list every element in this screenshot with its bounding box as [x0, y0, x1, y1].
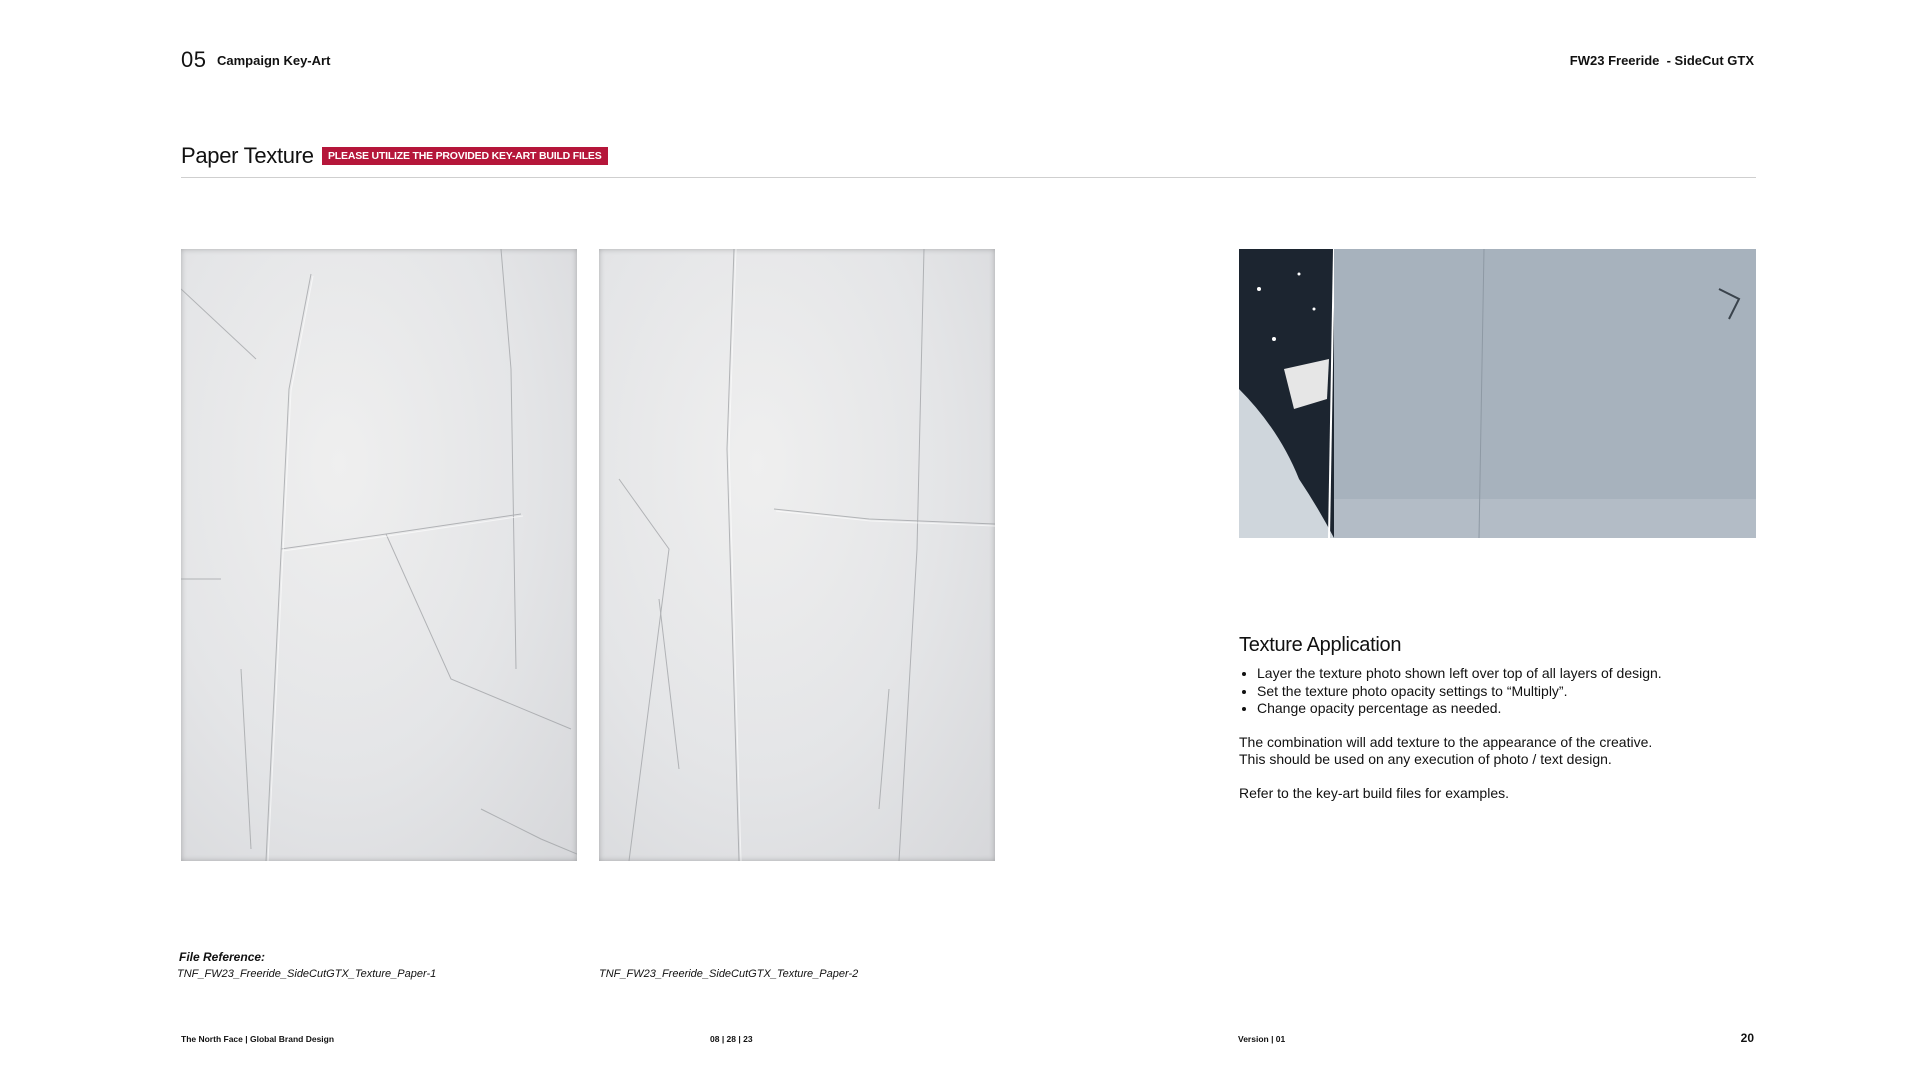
- list-item: • Layer the texture photo shown left over top of all layers of design.: [1257, 665, 1662, 683]
- texture-application-description: [1239, 734, 1759, 768]
- footer-date: 08 | 28 | 23: [710, 1034, 753, 1044]
- texture-application-heading: Texture Application: [1239, 634, 1402, 656]
- file-reference-2: TNF_FW23_Freeride_SideCutGTX_Texture_Paper-2: [599, 968, 859, 980]
- footer-version: Version | 01: [1238, 1034, 1286, 1044]
- section-number: 05: [181, 47, 207, 72]
- document-title: FW23 Freeride - SideCut GTX: [1569, 53, 1754, 68]
- description-line: The combination will add texture to the appearance of the creative.: [1239, 734, 1653, 750]
- texture-application-steps: [1239, 665, 1662, 718]
- texture-application-photo: [1239, 249, 1756, 538]
- page-heading: Paper Texture: [181, 143, 314, 168]
- file-reference-1: TNF_FW23_Freeride_SideCutGTX_Texture_Paper-1: [177, 968, 437, 980]
- section-title: Campaign Key-Art: [217, 53, 331, 68]
- page-number: 20: [1740, 1031, 1754, 1045]
- texture-application-reference-note: Refer to the key-art build files for examples.: [1239, 785, 1510, 801]
- notice-badge: PLEASE UTILIZE THE PROVIDED KEY-ART BUILD FILES: [322, 147, 608, 165]
- paper-texture-image-1: [181, 249, 577, 861]
- list-item: • Change opacity percentage as needed.: [1257, 700, 1662, 718]
- list-item: • Set the texture photo opacity settings to “Multiply”.: [1257, 683, 1662, 701]
- description-line: This should be used on any execution of photo / text design.: [1239, 751, 1612, 767]
- file-reference-label: File Reference:: [179, 950, 266, 964]
- paper-texture-image-2: [599, 249, 995, 861]
- heading-divider: [181, 177, 1756, 178]
- footer-brand: The North Face | Global Brand Design: [181, 1034, 335, 1044]
